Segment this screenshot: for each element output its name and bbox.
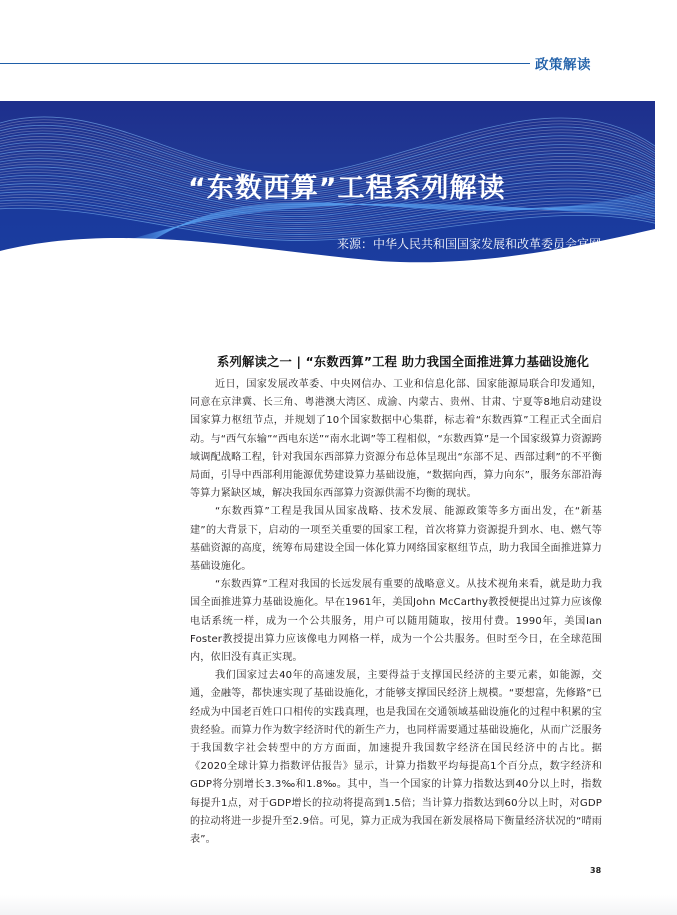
- article-paragraph: 近日，国家发展改革委、中央网信办、工业和信息化部、国家能源局联合印发通知，同意在京津冀、长三角、粤港澳大湾区、成渝、内蒙古、贵州、甘肃、宁夏等8地启动建设国家算力枢纽节点，并规划了10个国家数据中心集群，标志着“东数西算”工程正式全面启动。与“西气东输”“西电东送”“南水北调”等工程相似，“东数西算”是一个国家级算力资源跨域调配战略工程，针对我国东西部算力资源分布总体呈现出“东部不足、西部过剩”的不平衡局面，引导中西部利用能源优势建设算力基础设施，“数据向西，算力向东”，服务东部沿海等算力紧缺区域，解决我国东西部算力资源供需不均衡的现状。: [190, 379, 602, 500]
- header-rule: [0, 63, 530, 64]
- article-paragraph: “东数西算”工程是我国从国家战略、技术发展、能源政策等多方面出发，在“新基建”的大背景下，启动的一项至关重要的国家工程，首次将算力资源提升到水、电、燃气等基础资源的高度，统筹布局建设全国一体化算力网络国家枢纽节点，助力我国全面推进算力基础设施化。: [190, 506, 602, 573]
- article-heading: 系列解读之一 | “东数西算”工程 助力我国全面推进算力基础设施化: [217, 355, 590, 369]
- section-label: 政策解读: [535, 57, 591, 73]
- article-paragraph: “东数西算”工程对我国的长远发展有重要的战略意义。从技术视角来看，就是助力我国全面推进算力基础设施化。早在1961年，美国John McCarthy教授便提出过算力应该像电话系统一样，成为一个公共服务，用户可以随用随取，按用付费。1990年，美国Ian Foster教授提出算力应该像电力网格一样，成为一个公共服务。但时至今日，在全球范围内，依旧没有真正实现。: [190, 579, 602, 664]
- hero-source: 来源：中华人民共和国国家发展和改革委员会官网: [337, 237, 602, 251]
- page-number: 38: [590, 866, 602, 875]
- article-paragraph: 我们国家过去40年的高速发展，主要得益于支撑国民经济的主要元素，如能源，交通，金融等，都快速实现了基础设施化，才能够支撑国民经济上规模。“要想富，先修路”已经成为中国老百姓口口相传的实践真理，也是我国在交通领域基础设施化的过程中积累的宝贵经验。而算力作为数字经济时代的新生产力，也同样需要通过基础设施化，从而广泛服务于我国数字社会转型中的方方面面，加速提升我国数字经济在国民经济中的占比。据《2020全球计算力指数评估报告》显示，计算力指数平均每提高1个百分点，数字经济和GDP将分别增长3.3‰和1.8‰。其中，当一个国家的计算力指数达到40分以上时，指数每提升1点，对于GDP增长的拉动将提高到1.5倍；当计算力指数达到60分以上时，对GDP的拉动将进一步提升至2.9倍。可见，算力正成为我国在新发展格局下衡量经济状况的“晴雨表”。: [190, 670, 602, 846]
- hero-title: “东数西算”工程系列解读: [188, 173, 506, 204]
- article-body: [190, 352, 602, 849]
- footer-band: [0, 895, 677, 915]
